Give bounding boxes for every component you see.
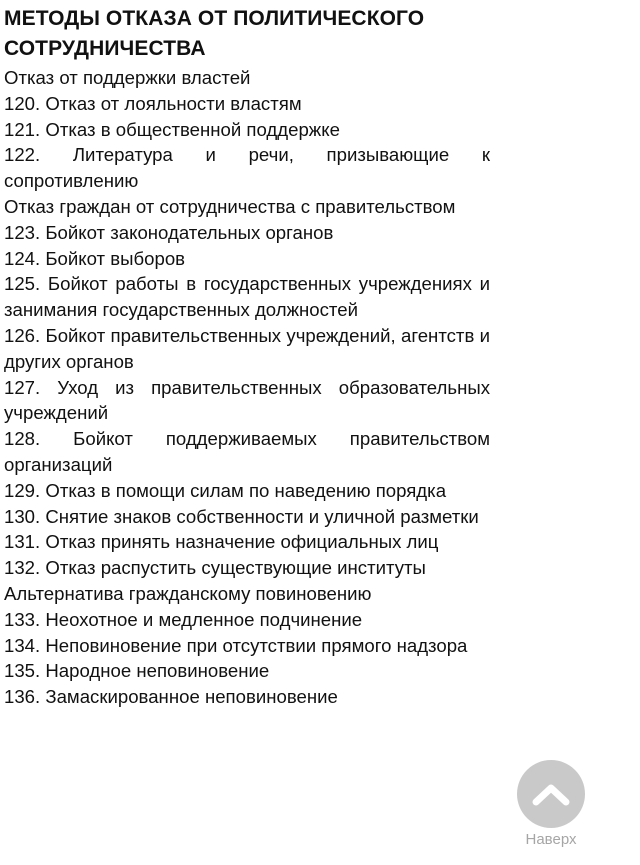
section-heading: Альтернатива гражданскому повиновению (4, 582, 372, 604)
section-heading: Отказ граждан от сотрудничества с правительством (4, 195, 456, 217)
list-item: 121. Отказ в общественной поддержке (4, 118, 340, 140)
list-item: 123. Бойкот законодательных органов (4, 221, 334, 243)
list-item: 133. Неохотное и медленное подчинение (4, 608, 363, 630)
list-item: 124. Бойкот выборов (4, 247, 186, 269)
article (4, 4, 490, 710)
list-item: 132. Отказ распустить существующие институты (4, 557, 426, 579)
list-item: 122. Литература и речи, призывающие к сопротивлению (4, 144, 490, 192)
list-item: 120. Отказ от лояльности властям (4, 92, 302, 114)
scroll-to-top-button[interactable] (516, 760, 586, 848)
section-heading: Отказ от поддержки властей (4, 67, 251, 88)
chevron-up-icon (531, 781, 571, 807)
scroll-to-top-label[interactable]: Наверх (525, 831, 577, 848)
page-title: МЕТОДЫ ОТКАЗА ОТ ПОЛИТИЧЕСКОГО СОТРУДНИЧЕСТВА (4, 7, 425, 60)
list-item: 129. Отказ в помощи силам по наведению порядка (4, 479, 447, 501)
list-item: 130. Снятие знаков собственности и уличной разметки (4, 505, 479, 527)
list-item: 126. Бойкот правительственных учреждений, агентств и других органов (4, 324, 490, 372)
list-item: 128. Бойкот поддерживаемых правительством организаций (4, 428, 490, 475)
list-item: 134. Неповиновение при отсутствии прямого надзора (4, 634, 468, 656)
scroll-to-top-circle[interactable] (517, 760, 585, 828)
list-item: 136. Замаскированное неповиновение (4, 686, 338, 708)
list-item: 131. Отказ принять назначение официальных лиц (4, 531, 439, 553)
article-body (4, 65, 490, 710)
list-item: 135. Народное неповиновение (4, 660, 270, 682)
list-item: 127. Уход из правительственных образовательных учреждений (4, 376, 490, 424)
list-item: 125. Бойкот работы в государственных учреждениях и занимания государственных должностей (4, 273, 490, 321)
